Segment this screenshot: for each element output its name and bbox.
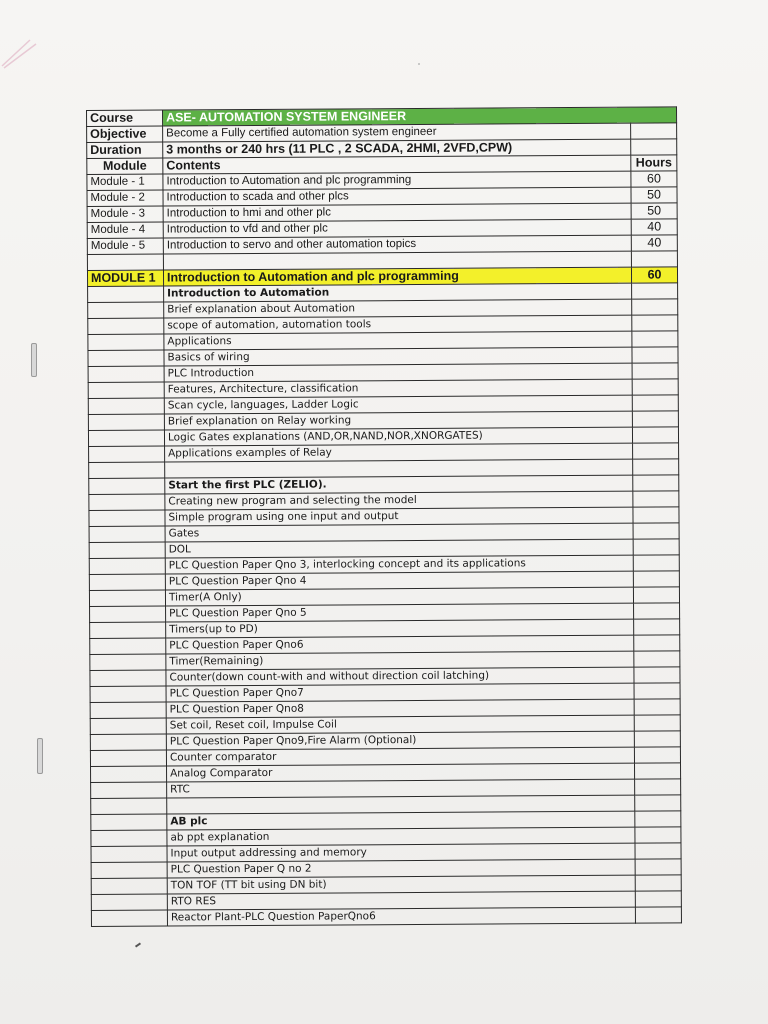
course-label: Course	[87, 110, 163, 126]
topic-text: scope of automation, automation tools	[164, 315, 632, 334]
module-hours: 50	[631, 203, 677, 219]
module-name: Module - 4	[87, 222, 163, 238]
module-name: Module - 5	[87, 238, 163, 254]
topic-text: Counter comparator	[166, 747, 634, 766]
topic-text: Timer(A Only)	[165, 587, 633, 606]
empty-cell	[89, 542, 165, 558]
topic-text: Scan cycle, languages, Ladder Logic	[164, 395, 632, 414]
topic-text: Simple program using one input and output	[165, 507, 633, 526]
module-content: Introduction to vfd and other plc	[163, 219, 631, 238]
empty-cell	[89, 574, 165, 590]
empty-cell	[89, 526, 165, 542]
topic-text: Features, Architecture, classification	[164, 379, 632, 398]
empty-cell	[90, 750, 166, 766]
empty-cell	[90, 734, 166, 750]
topic-text: AB plc	[167, 811, 635, 830]
topic-text: Basics of wiring	[164, 347, 632, 366]
topic-text: RTO RES	[167, 891, 635, 910]
module-hours: 50	[631, 187, 677, 203]
topic-text: Brief explanation about Automation	[164, 299, 632, 318]
objective-label: Objective	[87, 126, 163, 142]
topic-text: Input output addressing and memory	[167, 843, 635, 862]
topic-text: TON TOF (TT bit using DN bit)	[167, 875, 635, 894]
module-hours: 40	[631, 219, 677, 235]
empty-cell	[90, 622, 166, 638]
empty-cell	[87, 254, 163, 270]
duration-label: Duration	[87, 142, 163, 158]
empty-cell	[631, 123, 677, 139]
topic-text: PLC Question Paper Q no 2	[167, 859, 635, 878]
module1-title: Introduction to Automation and plc programming	[163, 267, 631, 286]
empty-cell	[633, 555, 679, 571]
empty-cell	[631, 139, 677, 155]
topic-text: Logic Gates explanations (AND,OR,NAND,NOR,XNORGATES)	[164, 427, 632, 446]
empty-cell	[91, 862, 167, 878]
empty-cell	[88, 366, 164, 382]
empty-cell	[634, 731, 680, 747]
empty-cell	[90, 638, 166, 654]
empty-cell	[90, 718, 166, 734]
empty-cell	[88, 398, 164, 414]
empty-cell	[634, 603, 680, 619]
staple-hole-top	[31, 343, 37, 377]
empty-cell	[635, 843, 681, 859]
empty-cell	[632, 395, 678, 411]
empty-cell	[88, 430, 164, 446]
empty-cell	[89, 510, 165, 526]
empty-cell	[633, 459, 679, 475]
topic-text: Applications	[164, 331, 632, 350]
pen-scribble-mark	[0, 30, 40, 70]
empty-cell	[88, 414, 164, 430]
empty-cell	[632, 411, 678, 427]
module1-hours: 60	[631, 267, 677, 283]
empty-cell	[635, 763, 681, 779]
empty-cell	[89, 494, 165, 510]
module-name: Module - 3	[87, 206, 163, 222]
empty-cell	[91, 814, 167, 830]
topic-text: PLC Question Paper Qno 4	[165, 571, 633, 590]
empty-cell	[634, 699, 680, 715]
topic-text: PLC Question Paper Qno 3, interlocking concept and its applications	[165, 555, 633, 574]
empty-cell	[634, 635, 680, 651]
topic-text: PLC Question Paper Qno 5	[166, 603, 634, 622]
empty-cell	[90, 670, 166, 686]
empty-cell	[632, 331, 678, 347]
empty-cell	[91, 846, 167, 862]
empty-cell	[633, 587, 679, 603]
topic-text: Reactor Plant-PLC Question PaperQno6	[167, 907, 635, 926]
empty-cell	[631, 251, 677, 267]
empty-cell	[89, 462, 165, 478]
topic-text: DOL	[165, 539, 633, 558]
empty-cell	[88, 302, 164, 318]
empty-cell	[635, 827, 681, 843]
staple-hole-bottom	[37, 738, 43, 774]
empty-cell	[632, 379, 678, 395]
empty-cell	[634, 667, 680, 683]
topic-text: Brief explanation on Relay working	[164, 411, 632, 430]
empty-cell	[632, 347, 678, 363]
topic-text: PLC Introduction	[164, 363, 632, 382]
empty-cell	[634, 651, 680, 667]
empty-cell	[91, 910, 167, 926]
empty-cell	[88, 350, 164, 366]
empty-cell	[91, 798, 167, 814]
empty-cell	[634, 683, 680, 699]
empty-cell	[632, 363, 678, 379]
empty-cell	[635, 859, 681, 875]
topic-text: PLC Question Paper Qno7	[166, 683, 634, 702]
topic-text: PLC Question Paper Qno9,Fire Alarm (Optional)	[166, 731, 634, 750]
empty-cell	[91, 878, 167, 894]
topic-text: Start the first PLC (ZELIO).	[165, 475, 633, 494]
empty-cell	[635, 875, 681, 891]
topic-text: RTC	[167, 779, 635, 798]
topic-text: Timers(up to PD)	[166, 619, 634, 638]
paper-speck	[418, 63, 420, 65]
module-hours: 60	[631, 171, 677, 187]
syllabus-sheet	[86, 106, 682, 927]
topic-text: Counter(down count-with and without direction coil latching)	[166, 667, 634, 686]
module-name: Module - 1	[87, 174, 163, 190]
empty-cell	[635, 779, 681, 795]
course-value: ASE- AUTOMATION SYSTEM ENGINEER	[163, 107, 677, 126]
module1-label: MODULE 1	[87, 270, 163, 286]
empty-cell	[634, 619, 680, 635]
module-content: Introduction to servo and other automation topics	[163, 235, 631, 254]
topic-text: Gates	[165, 523, 633, 542]
syllabus-table	[86, 106, 682, 927]
empty-cell	[632, 315, 678, 331]
empty-cell	[91, 766, 167, 782]
topic-text: Applications examples of Relay	[165, 443, 633, 462]
empty-cell	[635, 891, 681, 907]
empty-cell	[634, 715, 680, 731]
empty-cell	[635, 907, 681, 923]
empty-cell	[633, 539, 679, 555]
empty-cell	[88, 382, 164, 398]
empty-cell	[88, 286, 164, 302]
empty-cell	[91, 782, 167, 798]
topic-text: Timer(Remaining)	[166, 651, 634, 670]
empty-cell	[90, 686, 166, 702]
empty-cell	[633, 523, 679, 539]
empty-cell	[633, 491, 679, 507]
module-content: Introduction to Automation and plc programming	[163, 171, 631, 190]
empty-cell	[89, 446, 165, 462]
empty-cell	[632, 427, 678, 443]
topic-text: Analog Comparator	[167, 763, 635, 782]
topic-text: Creating new program and selecting the model	[165, 491, 633, 510]
empty-cell	[632, 299, 678, 315]
empty-cell	[89, 590, 165, 606]
topic-text: ab ppt explanation	[167, 827, 635, 846]
empty-cell	[91, 830, 167, 846]
empty-cell	[89, 558, 165, 574]
topic-text: PLC Question Paper Qno6	[166, 635, 634, 654]
empty-cell	[635, 795, 681, 811]
empty-cell	[634, 747, 680, 763]
hours-column-header: Hours	[631, 155, 677, 171]
topic-text: PLC Question Paper Qno8	[166, 699, 634, 718]
empty-cell	[89, 478, 165, 494]
topic-text: Introduction to Automation	[164, 283, 632, 302]
contents-column-header: Contents	[163, 155, 631, 174]
duration-value: 3 months or 240 hrs (11 PLC , 2 SCADA, 2HMI, 2VFD,CPW)	[163, 139, 631, 158]
empty-cell	[88, 318, 164, 334]
empty-cell	[633, 571, 679, 587]
empty-cell	[633, 475, 679, 491]
module-name: Module - 2	[87, 190, 163, 206]
empty-cell	[91, 894, 167, 910]
module-column-header: Module	[87, 158, 163, 174]
empty-cell	[90, 702, 166, 718]
empty-cell	[635, 811, 681, 827]
topic-text: Set coil, Reset coil, Impulse Coil	[166, 715, 634, 734]
empty-cell	[88, 334, 164, 350]
empty-cell	[633, 507, 679, 523]
empty-cell	[633, 443, 679, 459]
module-content: Introduction to scada and other plcs	[163, 187, 631, 206]
topic-row	[91, 907, 681, 927]
empty-cell	[90, 606, 166, 622]
empty-cell	[632, 283, 678, 299]
module-hours: 40	[631, 235, 677, 251]
module-content: Introduction to hmi and other plc	[163, 203, 631, 222]
empty-cell	[90, 654, 166, 670]
objective-value: Become a Fully certified automation system engineer	[163, 123, 631, 142]
